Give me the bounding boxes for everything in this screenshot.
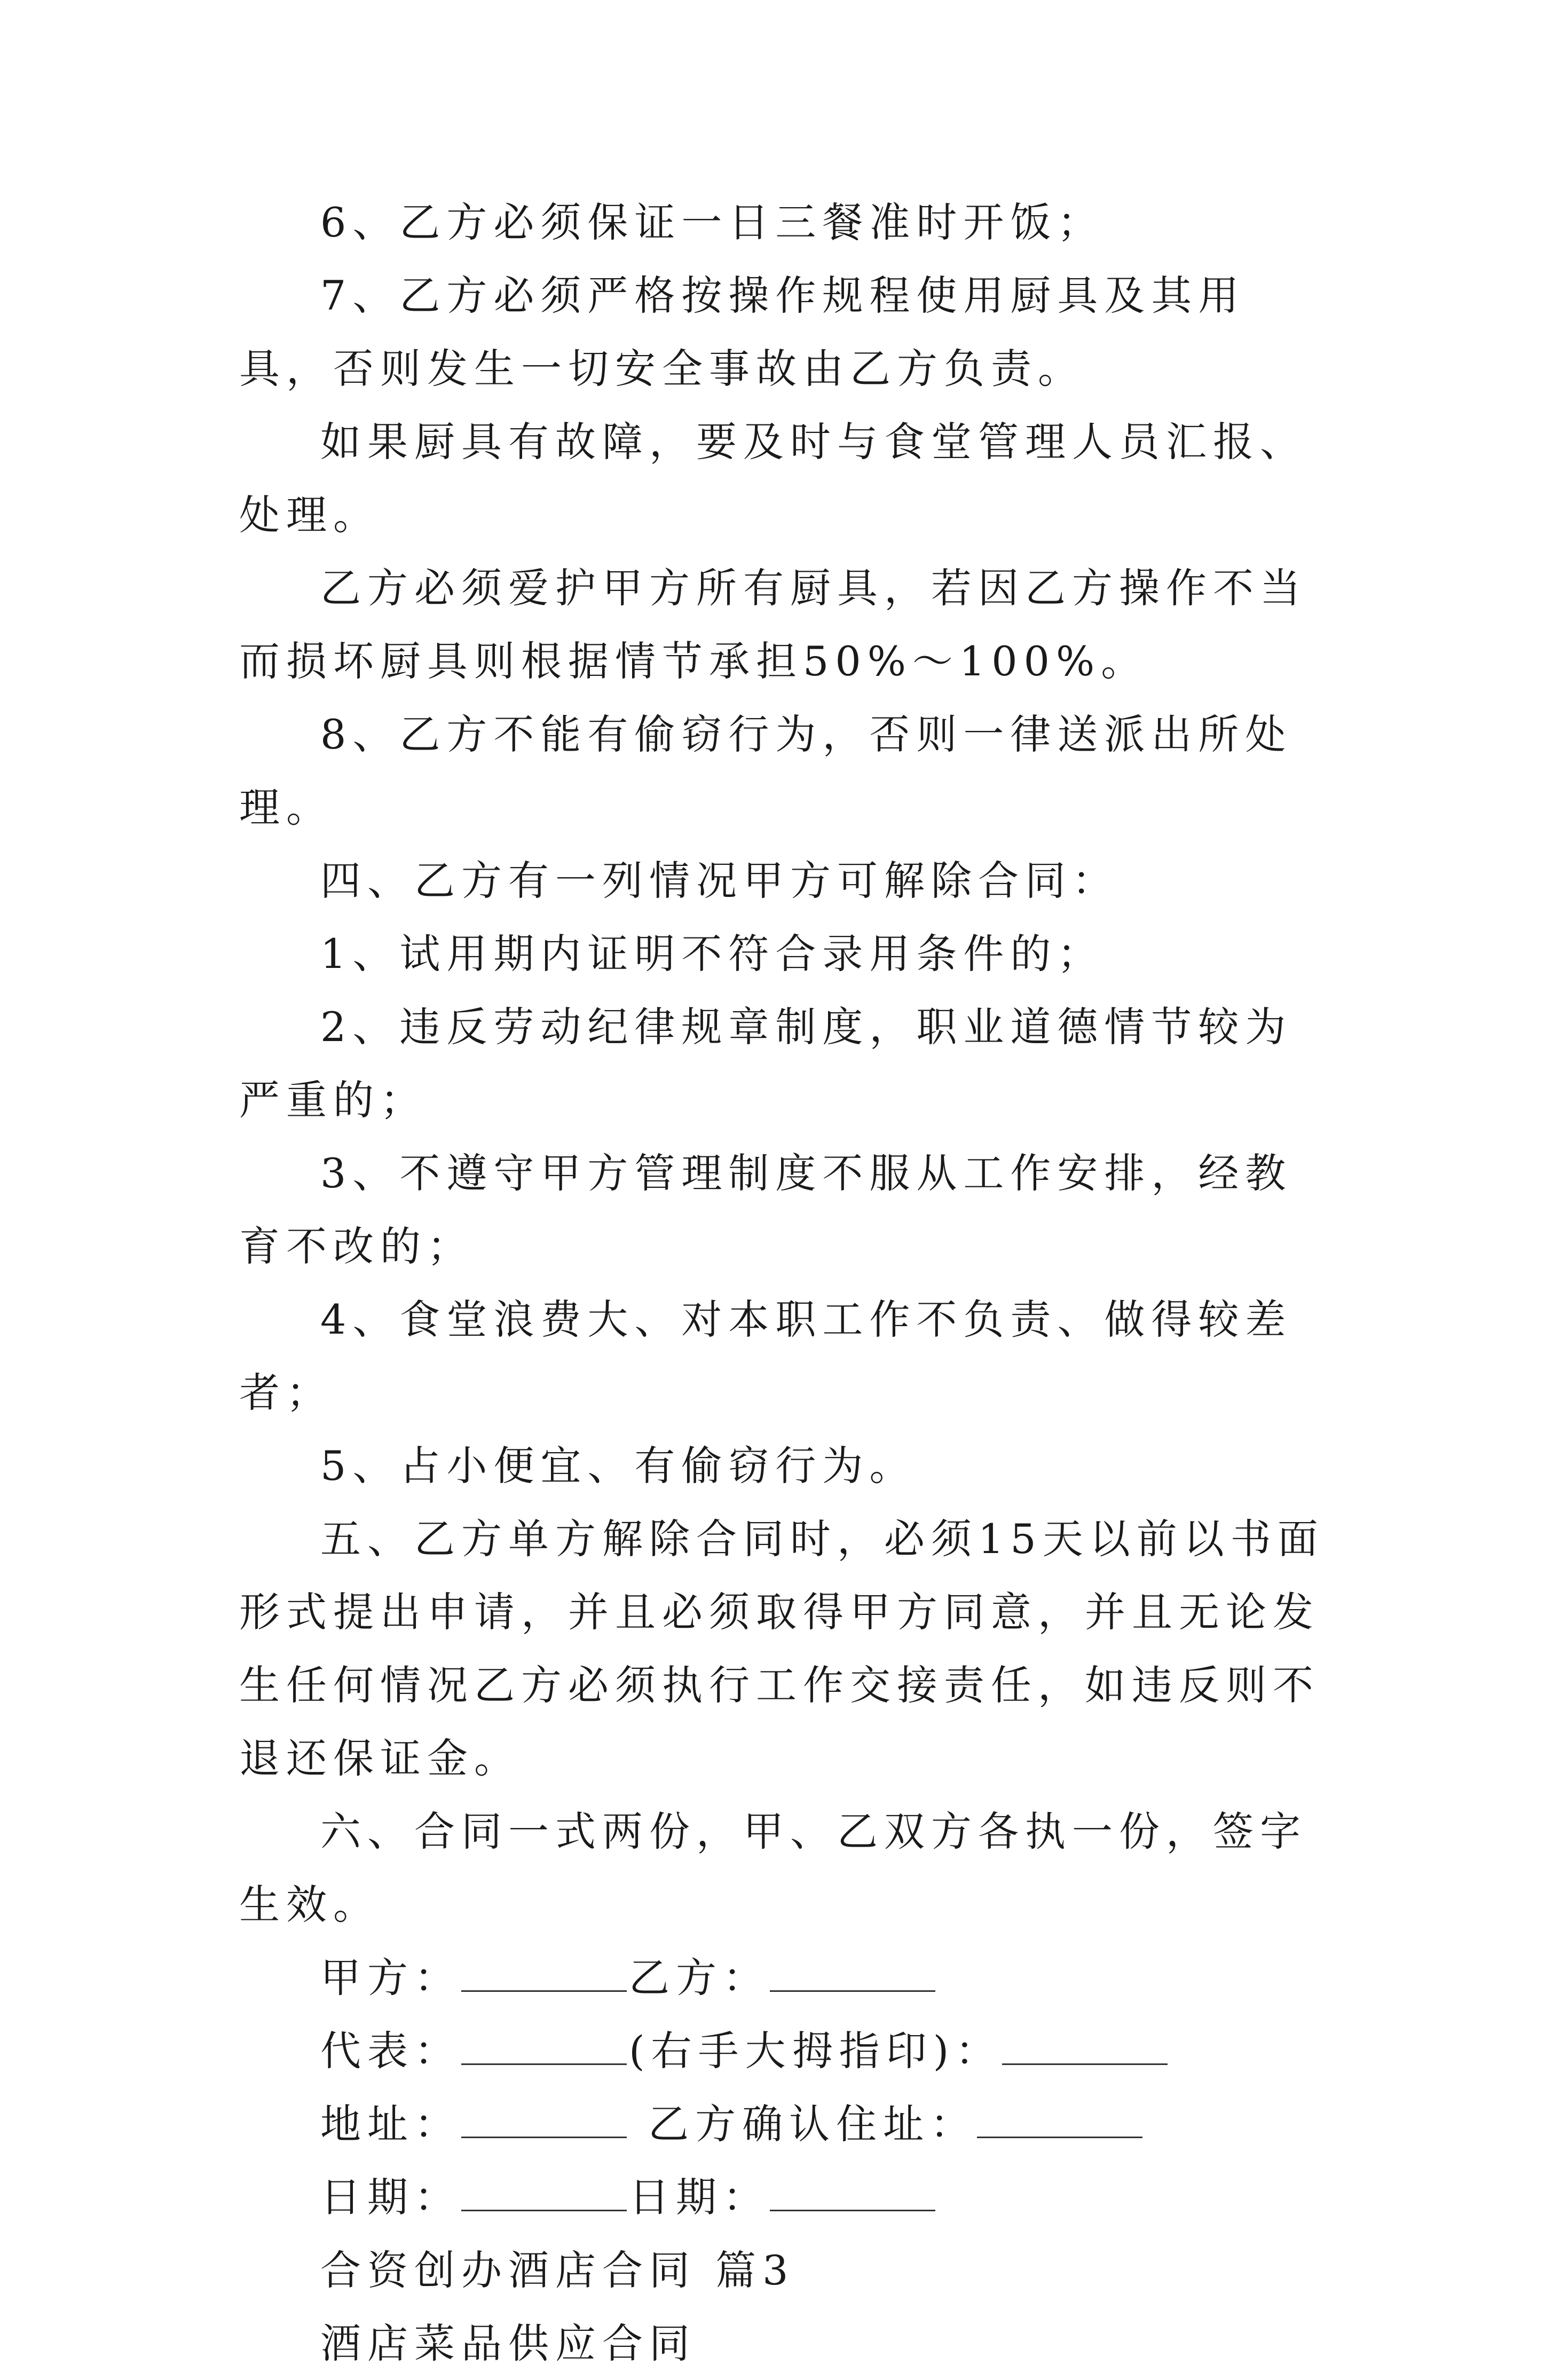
- signature-line-representative: [239, 2014, 1328, 2087]
- contract-title: 酒店菜品供应合同: [320, 2320, 696, 2367]
- party-b-label: 乙方：: [629, 1954, 770, 2001]
- thumbprint-blank: [1002, 2059, 1168, 2065]
- representative-label: 代表：: [320, 2027, 461, 2075]
- signature-line-date: [239, 2161, 1328, 2234]
- signature-line-parties: [239, 1941, 1328, 2014]
- party-a-blank: [461, 1986, 627, 1992]
- paragraph: 8、乙方不能有偷窃行为，否则一律送派出所处理。: [239, 711, 1292, 831]
- paragraph: 乙方必须爱护甲方所有厨具，若因乙方操作不当而损坏厨具则根据情节承担50%～100%。: [239, 564, 1307, 685]
- paragraph: 7、乙方必须严格按操作规程使用厨具及其用具，否则发生一切安全事故由乙方负责。: [239, 272, 1246, 392]
- representative-blank: [461, 2059, 627, 2065]
- section-heading: 合资创办酒店合同 篇3: [320, 2247, 795, 2294]
- party-b-blank: [770, 1986, 935, 1992]
- paragraph: 四、乙方有一列情况甲方可解除合同：: [320, 857, 1119, 904]
- date-a-label: 日期：: [320, 2173, 461, 2221]
- date-a-blank: [461, 2205, 627, 2211]
- paragraph: 五、乙方单方解除合同时，必须15天以前以书面形式提出申请，并且必须取得甲方同意，并且无论发生任何情况乙方必须执行工作交接责任，如违反则不退还保证金。: [239, 1515, 1325, 1782]
- party-b-address-label: 乙方确认住址：: [648, 2100, 978, 2148]
- date-b-blank: [770, 2205, 935, 2211]
- signature-line-address: [239, 2087, 1328, 2161]
- party-a-label: 甲方：: [320, 1954, 461, 2001]
- thumbprint-label: (右手大拇指印)：: [629, 2027, 1003, 2075]
- document-body: [239, 186, 1328, 2380]
- paragraph: 2、违反劳动纪律规章制度，职业道德情节较为严重的；: [239, 1003, 1292, 1124]
- paragraph: 6、乙方必须保证一日三餐准时开饭；: [320, 199, 1105, 246]
- paragraph: 如果厨具有故障，要及时与食堂管理人员汇报、处理。: [239, 418, 1307, 539]
- party-b-address-blank: [977, 2132, 1142, 2138]
- address-blank: [461, 2132, 627, 2138]
- paragraph: 3、不遵守甲方管理制度不服从工作安排，经教育不改的；: [239, 1149, 1292, 1270]
- paragraph: 4、食堂浪费大、对本职工作不负责、做得较差者；: [239, 1296, 1292, 1416]
- address-label: 地址：: [320, 2100, 461, 2148]
- date-b-label: 日期：: [629, 2173, 770, 2221]
- paragraph: 1、试用期内证明不符合录用条件的；: [320, 930, 1105, 978]
- paragraph: 六、合同一式两份，甲、乙双方各执一份，签字生效。: [239, 1808, 1307, 1928]
- paragraph: 5、占小便宜、有偷窃行为。: [320, 1442, 917, 1490]
